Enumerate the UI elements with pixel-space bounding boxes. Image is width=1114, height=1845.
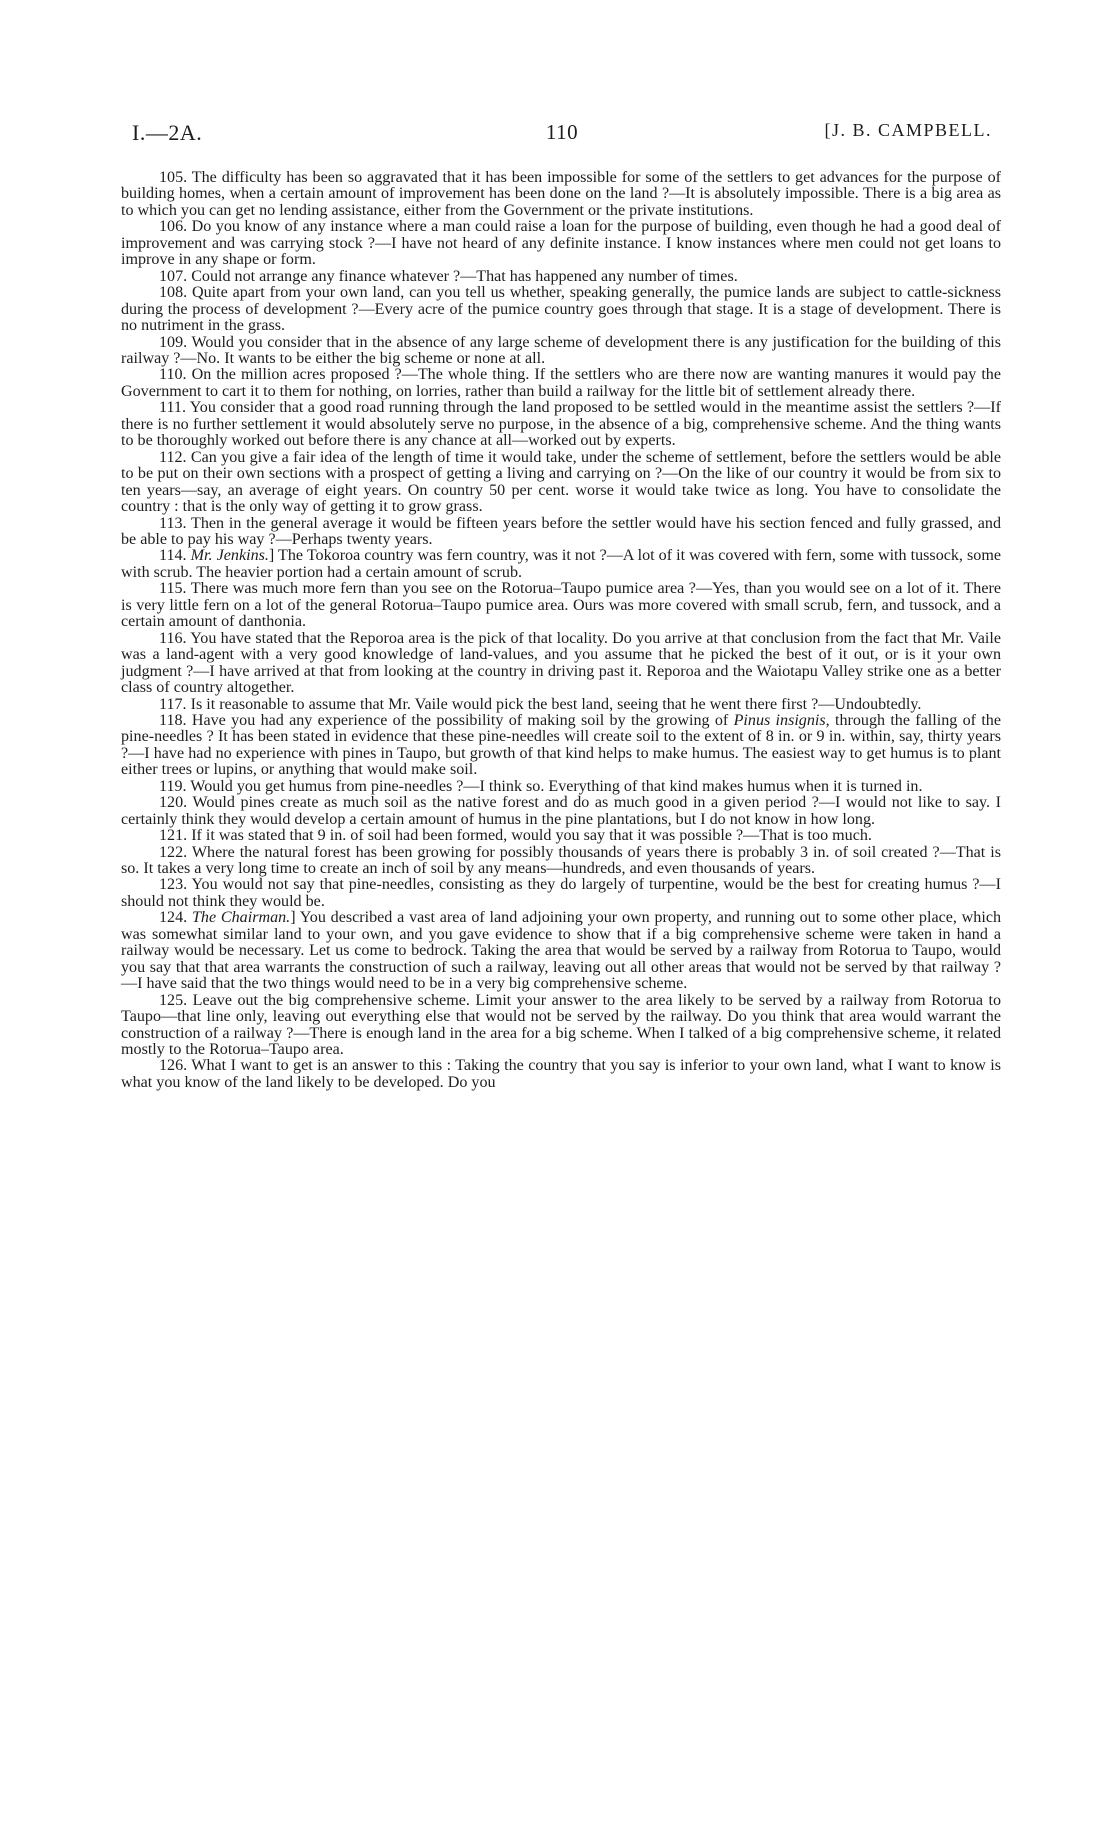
paragraph-113	[121, 516, 1001, 549]
paragraph-text: 119. Would you get humus from pine-needles ?—I think so. Everything of that kind makes humus when it is turned in.	[159, 777, 923, 795]
paragraph-text: 105. The difficulty has been so aggravated that it has been impossible for some of the settlers to get advances for the purpose of building homes, when a certain amount of improvement has been done on the land ?—It is absolutely impossible. There is a big area as to which you can get no lending assistance, either from the Government or the private institutions.	[121, 169, 1001, 219]
paragraph-text: 108. Quite apart from your own land, can you tell us whether, speaking generally, the pumice lands are subject to cattle-sickness during the process of development ?—Every acre of the pumice country goes through that stage. It is a stage of development. There is no nutriment in the grass.	[121, 284, 1001, 335]
paragraph-118	[121, 713, 1001, 779]
paragraph-text: ] The Tokoroa country was fern country, was it not ?—A lot of it was covered with fern, some with tussock, some with scrub. The heavier portion had a certain amount of scrub.	[121, 547, 1001, 581]
paragraph-text: 110. On the million acres proposed ?—The whole thing. If the settlers who are there now are wanting manures it would pay the Government to cart it to them for nothing, on lorries, rather than build a railway for the little bit of settlement already there.	[121, 366, 1001, 400]
paragraph-108	[121, 285, 1001, 334]
paragraph-text: 112. Can you give a fair idea of the length of time it would take, under the scheme of settlement, before the settlers would be able to be put on their own sections with a prospect of getting a living and carrying on ?—On the like of our country it would be from six to ten years—say, an average of eight years. On country 50 per cent. worse it would take twice as long. You have to consolidate the country : that is the only way of getting it to grow grass.	[121, 448, 1001, 516]
paragraph-112	[121, 450, 1001, 516]
paragraph-text: 116. You have stated that the Reporoa area is the pick of that locality. Do you arrive at that conclusion from the fact that Mr. Vaile was a land-agent with a very good knowledge of land-values, and you assume that he picked the best of it out, or is it your own judgment ?—I have arrived at that from looking at the country in driving past it. Reporoa and the Waiotapu Valley strike one as a better class of country altogether.	[121, 629, 1001, 697]
paragraph-text: 123. You would not say that pine-needles, consisting as they do largely of turpentine, would be the best for creating humus ?—I should not think they would be.	[121, 876, 1001, 910]
page-body	[121, 170, 1001, 1091]
paragraph-text: 111. You consider that a good road running through the land proposed to be settled would in the meantime assist the settlers ?—If there is no further settlement it would absolutely serve no purpose, in the absence of a big, comprehensive scheme. And the thing wants to be thoroughly worked out before there is any chance at all—worked out by experts.	[121, 399, 1001, 450]
paragraph-106	[121, 219, 1001, 268]
paragraph-122	[121, 845, 1001, 878]
paragraph-123	[121, 877, 1001, 910]
paragraph-126	[121, 1058, 1001, 1091]
paragraph-text: 109. Would you consider that in the absence of any large scheme of development there is any justification for the building of this railway ?—No. It wants to be either the big scheme or none at all.	[121, 333, 1001, 367]
paragraph-107	[121, 269, 1001, 285]
species-name: Pinus insignis	[733, 711, 826, 729]
paragraph-text: 126. What I want to get is an answer to this : Taking the country that you say is inferior to your own land, what I want to know is what you know of the land likely to be developed. Do you	[121, 1057, 1001, 1091]
paragraph-114	[121, 548, 1001, 581]
paragraph-text: 120. Would pines create as much soil as the native forest and do as much good in a given period ?—I would not like to say. I certainly think they would develop a certain amount of humus in the pine plantations, but I do not know in how long.	[121, 794, 1001, 828]
page-header	[132, 120, 992, 150]
paragraph-120	[121, 795, 1001, 828]
paragraph-text: 113. Then in the general average it would be fifteen years before the settler would have his section fenced and fully grassed, and be able to pay his way ?—Perhaps twenty years.	[121, 514, 1001, 548]
paragraph-124	[121, 910, 1001, 992]
paragraph-text: 114.	[159, 547, 191, 565]
document-reference: I.—2A.	[132, 120, 203, 145]
paragraph-text: 121. If it was stated that 9 in. of soil had been formed, would you say that it was possible ?—That is too much.	[159, 827, 872, 845]
paragraph-121	[121, 828, 1001, 844]
paragraph-text: 107. Could not arrange any finance whatever ?—That has happened any number of times.	[159, 267, 738, 285]
paragraph-116	[121, 631, 1001, 697]
paragraph-115	[121, 581, 1001, 630]
page-number: 110	[545, 120, 579, 144]
witness-name: [J. B. CAMPBELL.	[824, 120, 992, 140]
speaker-name: The Chairman.	[191, 909, 291, 927]
paragraph-text: 122. Where the natural forest has been growing for possibly thousands of years there is probably 3 in. of soil created ?—That is so. It takes a very long time to create an inch of soil by any means—hundreds, and even thousands of years.	[121, 843, 1001, 878]
paragraph-110	[121, 367, 1001, 400]
paragraph-text: 115. There was much more fern than you see on the Rotorua–Taupo pumice area ?—Yes, than you would see on a lot of it. There is very little fern on a lot of the general Rotorua–Taupo pumice area. Ours was more covered with small scrub, fern, and tussock, and a certain amount of danthonia.	[121, 580, 1001, 631]
paragraph-text: , through the falling of the pine-needles ? It has been stated in evidence that these pine-needles will create soil to the extent of 8 in. or 9 in. within, say, thirty years ?—I have had no experience with pines in Taupo, but growth of that kind helps to make humus. The easiest way to get humus is to plant either trees or lupins, or anything that would make soil.	[121, 711, 1001, 779]
paragraph-text: 125. Leave out the big comprehensive scheme. Limit your answer to the area likely to be served by a railway from Rotorua to Taupo—that line only, leaving out everything else that would not be served by the railway. Do you think that area would warrant the construction of a railway ?—There is enough land in the area for a big scheme. When I talked of a big comprehensive scheme, it related mostly to the Rotorua–Taupo area.	[121, 991, 1001, 1059]
paragraph-119	[121, 779, 1001, 795]
paragraph-text: 117. Is it reasonable to assume that Mr. Vaile would pick the best land, seeing that he went there first ?—Undoubtedly.	[159, 695, 922, 713]
paragraph-117	[121, 697, 1001, 713]
paragraph-text: ] You described a vast area of land adjoining your own property, and running out to some other place, which was somewhat similar land to your own, and you gave evidence to show that if a big comprehensive scheme were taken in hand a railway would be necessary. Let us come to bedrock. Taking the area that would be served by a railway from Rotorua to Taupo, would you say that that area warrants the construction of such a railway, leaving out all other areas that would not be served by that railway ?—I have said that the two things would need to be in a very big comprehensive scheme.	[121, 909, 1002, 993]
paragraph-text: 124.	[159, 909, 192, 927]
speaker-name: Mr. Jenkins.	[190, 547, 269, 565]
paragraph-105	[121, 170, 1001, 219]
paragraph-text: 118. Have you had any experience of the possibility of making soil by the growing of	[159, 711, 734, 729]
paragraph-125	[121, 993, 1001, 1059]
paragraph-text: 106. Do you know of any instance where a man could raise a loan for the purpose of building, even though he had a good deal of improvement and was carrying stock ?—I have not heard of any definite instance. I know instances where men could not get loans to improve in any shape or form.	[121, 218, 1001, 269]
paragraph-109	[121, 335, 1001, 368]
paragraph-111	[121, 400, 1001, 449]
